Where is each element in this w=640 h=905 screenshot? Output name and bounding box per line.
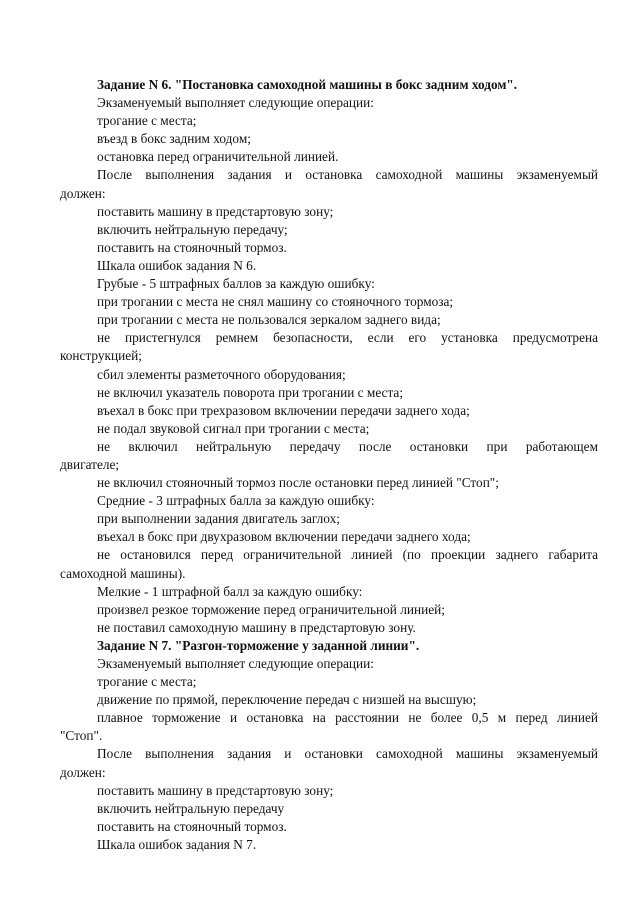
list-item: въезд в бокс задним ходом; xyxy=(97,131,251,147)
list-item: конструкцией; xyxy=(60,348,142,364)
list-item: трогание с места; xyxy=(97,674,197,690)
task-6-heading: Задание N 6. "Постановка самоходной машины в бокс задним ходом". xyxy=(97,77,518,92)
list-item: при трогании с места не снял машину со стояночного тормоза; xyxy=(97,294,454,310)
paragraph-line: Экзаменуемый выполняет следующие операции: xyxy=(97,95,374,111)
list-item: не поставил самоходную машину в предстартовую зону. xyxy=(97,619,416,635)
list-item: при трогании с места не пользовался зеркалом заднего вида; xyxy=(97,312,441,328)
list-item: двигателе; xyxy=(60,456,120,472)
paragraph-line: Шкала ошибок задания N 7. xyxy=(97,836,257,852)
list-item: произвел резкое торможение перед ограничительной линией; xyxy=(97,601,445,617)
list-item: движение по прямой, переключение передач с низшей на высшую; xyxy=(97,692,477,708)
list-item: не включил стояночный тормоз после остановки перед линией "Стоп"; xyxy=(97,475,499,491)
paragraph-line: Шкала ошибок задания N 6. xyxy=(97,257,257,273)
paragraph-line: После выполнения задания и остановки самоходной машины экзаменуемый xyxy=(97,746,598,762)
list-item: въехал в бокс при трехразовом включении передачи заднего хода; xyxy=(97,402,470,418)
list-item: въехал в бокс при двухразовом включении передачи заднего хода; xyxy=(97,529,471,545)
list-item: самоходной машины). xyxy=(60,565,186,581)
list-item: не включил нейтральную передачу после остановки при работающем xyxy=(97,438,598,454)
list-item: сбил элементы разметочного оборудования; xyxy=(97,366,346,382)
paragraph-line: должен: xyxy=(60,185,106,201)
list-item: трогание с места; xyxy=(97,113,197,129)
document-page xyxy=(60,76,598,854)
paragraph-line: Грубые - 5 штрафных баллов за каждую ошибку: xyxy=(97,276,375,292)
list-item: включить нейтральную передачу xyxy=(97,800,285,816)
task-7-heading: Задание N 7. "Разгон-торможение у заданной линии". xyxy=(97,637,420,653)
paragraph-line: Мелкие - 1 штрафной балл за каждую ошибку: xyxy=(97,583,363,599)
list-item: поставить на стояночный тормоз. xyxy=(97,818,287,834)
list-item: поставить машину в предстартовую зону; xyxy=(97,782,334,798)
list-item: остановка перед ограничительной линией. xyxy=(97,149,339,165)
paragraph-line: После выполнения задания и остановка самоходной машины экзаменуемый xyxy=(97,167,598,183)
list-item: не включил указатель поворота при трогании с места; xyxy=(97,384,404,400)
list-item: поставить на стояночный тормоз. xyxy=(97,239,287,255)
list-item: поставить машину в предстартовую зону; xyxy=(97,203,334,219)
list-item: не подал звуковой сигнал при трогании с места; xyxy=(97,420,370,436)
list-item: не пристегнулся ремнем безопасности, если его установка предусмотрена xyxy=(97,330,598,346)
paragraph-line: Средние - 3 штрафных балла за каждую ошибку: xyxy=(97,493,375,509)
list-item: при выполнении задания двигатель заглох; xyxy=(97,511,340,527)
paragraph-line: должен: xyxy=(60,764,106,780)
list-item: плавное торможение и остановка на расстоянии не более 0,5 м перед линией xyxy=(97,710,598,726)
list-item: "Стоп". xyxy=(60,728,103,744)
paragraph-line: Экзаменуемый выполняет следующие операции: xyxy=(97,656,374,671)
list-item: не остановился перед ограничительной линией (по проекции заднего габарита xyxy=(97,547,598,563)
list-item: включить нейтральную передачу; xyxy=(97,221,288,237)
